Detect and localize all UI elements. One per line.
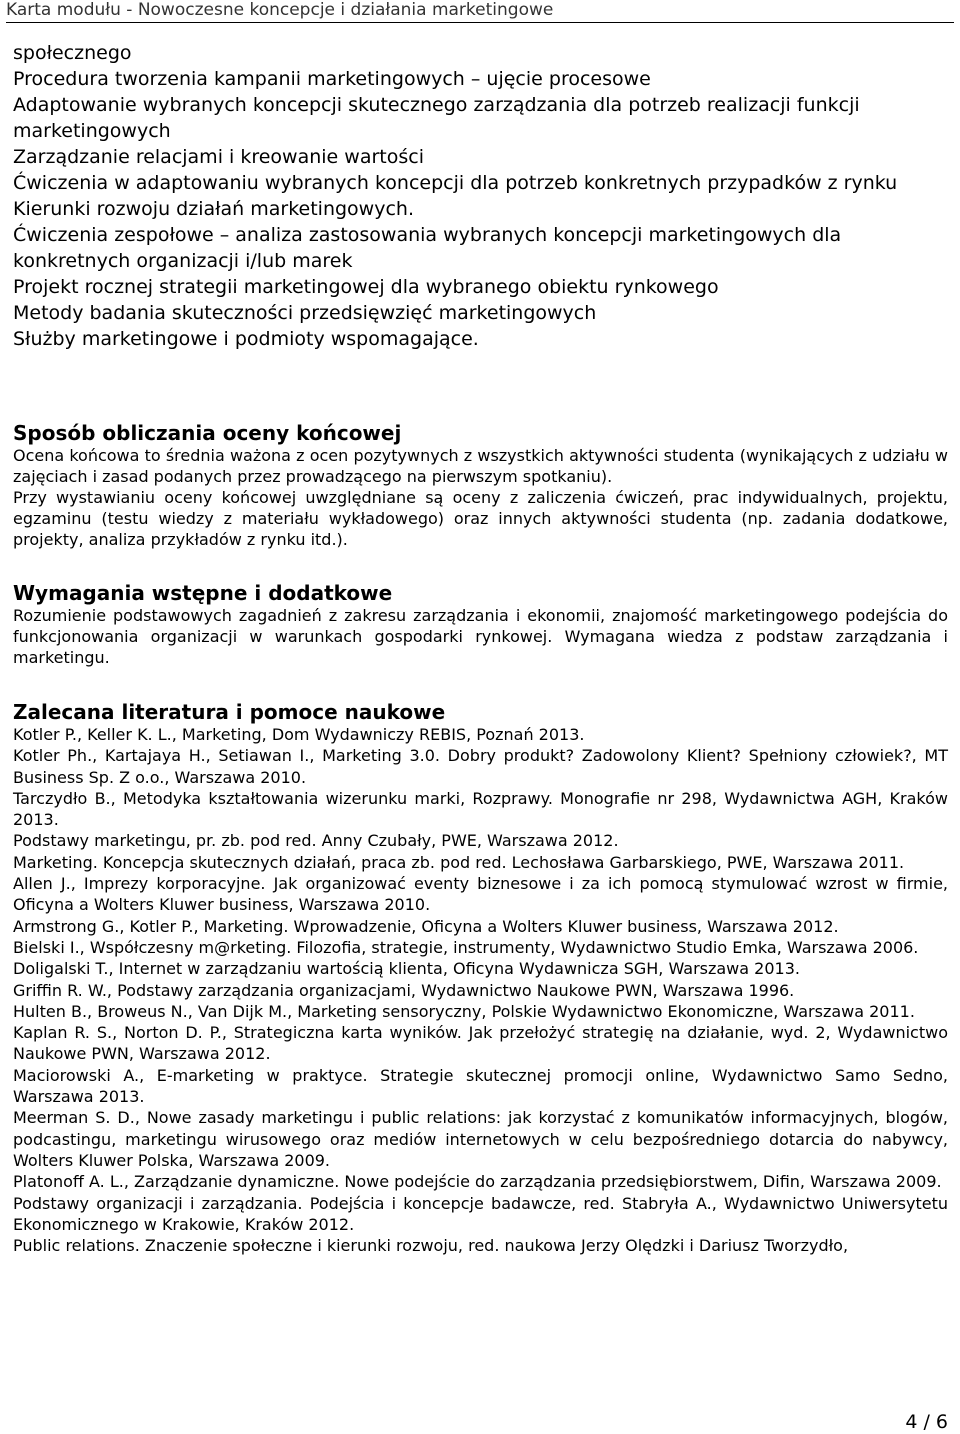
final-grade-heading: Sposób obliczania oceny końcowej <box>13 421 402 445</box>
literature-item: Marketing. Koncepcja skutecznych działań, praca zb. pod red. Lechosława Garbarskiego, PWE, Warszawa 2011. <box>13 852 905 872</box>
literature-item: Platonoff A. L., Zarządzanie dynamiczne. Nowe podejście do zarządzania przedsiębiorstwem, Difin, Warszawa 2009. <box>13 1172 942 1192</box>
requirements-paragraph: Rozumienie podstawowych zagadnień z zakresu zarządzania i ekonomii, znajomość marketingowego podejścia do funkcjonowania organizacji w warunkach gospodarki rynkowej. Wymagana wiedza z podstaw zarządzania i marketingu. <box>13 606 948 667</box>
topic-line: Kierunki rozwoju działań marketingowych. <box>13 198 414 220</box>
literature-item: Bielski I., Współczesny m@rketing. Filozofia, strategie, instrumenty, Wydawnictwo Studio Emka, Warszawa 2006. <box>13 937 919 957</box>
topic-line: Procedura tworzenia kampanii marketingowych – ujęcie procesowe <box>13 68 651 90</box>
requirements-heading: Wymagania wstępne i dodatkowe <box>13 581 393 605</box>
literature-item: Kaplan R. S., Norton D. P., Strategiczna karta wyników. Jak przełożyć strategię na działanie, wyd. 2, Wydawnictwo Naukowe PWN, Warszawa 2012. <box>13 1023 948 1064</box>
topic-line: Ćwiczenia w adaptowaniu wybranych koncepcji dla potrzeb konkretnych przypadków z rynku <box>13 172 898 194</box>
topic-line: Projekt rocznej strategii marketingowej dla wybranego obiektu rynkowego <box>13 276 719 298</box>
literature-item: Griffin R. W., Podstawy zarządzania organizacjami, Wydawnictwo Naukowe PWN, Warszawa 1996. <box>13 980 795 1000</box>
literature-item: Tarczydło B., Metodyka kształtowania wizerunku marki, Rozprawy. Monografie nr 298, Wydawnictwa AGH, Kraków 2013. <box>13 788 948 830</box>
literature-list <box>13 724 948 1256</box>
literature-item: Podstawy marketingu, pr. zb. pod red. Anny Czubały, PWE, Warszawa 2012. <box>13 831 619 851</box>
literature-item: Kotler Ph., Kartajaya H., Setiawan I., Marketing 3.0. Dobry produkt? Zadowolony Klient? Spełniony człowiek?, MT Business Sp. Z o.o., Warszawa 2010. <box>13 746 948 787</box>
literature-item: Kotler P., Keller K. L., Marketing, Dom Wydawniczy REBIS, Poznań 2013. <box>13 725 585 744</box>
final-grade-paragraph: Przy wystawianiu oceny końcowej uwzględniane są oceny z zaliczenia ćwiczeń, prac indywidualnych, projektu, egzaminu (testu wiedzy z materiału wykładowego) oraz innych aktywności studenta (np. zadania dodatkowe, projekty, analiza przykładów z rynku itd.). <box>13 488 948 549</box>
literature-item: Hulten B., Broweus N., Van Dijk M., Marketing sensoryczny, Polskie Wydawnictwo Ekonomiczne, Warszawa 2011. <box>13 1001 915 1021</box>
literature-item: Meerman S. D., Nowe zasady marketingu i public relations: jak korzystać z komunikatów informacyjnych, blogów, podcastingu, marketingu wirusowego oraz mediów internetowych w celu bezpośredniego dotarcia do nabywcy, Wolters Kluwer Polska, Warszawa 2009. <box>13 1108 948 1170</box>
page-number: 4 / 6 <box>905 1411 948 1433</box>
topic-line: społecznego <box>13 42 132 64</box>
document-header: Karta modułu - Nowoczesne koncepcje i działania marketingowe <box>6 0 954 23</box>
requirements-section <box>13 581 948 668</box>
page-content <box>13 40 948 1256</box>
topic-line: Adaptowanie wybranych koncepcji skutecznego zarządzania dla potrzeb realizacji funkcji marketingowych <box>13 94 860 142</box>
literature-item: Podstawy organizacji i zarządzania. Podejścia i koncepcje badawcze, red. Stabryła A., Wydawnictwo Uniwersytetu Ekonomicznego w Krakowie, Kraków 2012. <box>13 1193 948 1234</box>
topic-line: Ćwiczenia zespołowe – analiza zastosowania wybranych koncepcji marketingowych dla konkretnych organizacji i/lub marek <box>13 224 842 272</box>
topic-line: Metody badania skuteczności przedsięwzięć marketingowych <box>13 302 597 324</box>
literature-section <box>13 700 948 1256</box>
literature-item: Maciorowski A., E-marketing w praktyce. Strategie skutecznej promocji online, Wydawnictwo Samo Sedno, Warszawa 2013. <box>13 1065 948 1107</box>
literature-item: Doligalski T., Internet w zarządzaniu wartością klienta, Oficyna Wydawnicza SGH, Warszawa 2013. <box>13 959 800 979</box>
literature-item: Armstrong G., Kotler P., Marketing. Wprowadzenie, Oficyna a Wolters Kluwer business, Warszawa 2012. <box>13 916 839 936</box>
literature-heading: Zalecana literatura i pomoce naukowe <box>13 700 446 724</box>
topic-line: Zarządzanie relacjami i kreowanie wartości <box>13 146 424 168</box>
literature-item: Public relations. Znaczenie społeczne i kierunki rozwoju, red. naukowa Jerzy Olędzki i Dariusz Tworzydło, <box>13 1236 849 1256</box>
final-grade-paragraph: Ocena końcowa to średnia ważona z ocen pozytywnych z wszystkich aktywności studenta (wynikających z udziału w zajęciach i zasad podanych przez prowadzącego na pierwszym spotkaniu). <box>13 446 948 486</box>
final-grade-section <box>13 421 948 550</box>
course-topics <box>13 40 948 352</box>
literature-item: Allen J., Imprezy korporacyjne. Jak organizować eventy biznesowe i za ich pomocą stymulować wzrost w firmie, Oficyna a Wolters Kluwer business, Warszawa 2010. <box>13 874 948 915</box>
topic-line: Służby marketingowe i podmioty wspomagające. <box>13 328 479 350</box>
